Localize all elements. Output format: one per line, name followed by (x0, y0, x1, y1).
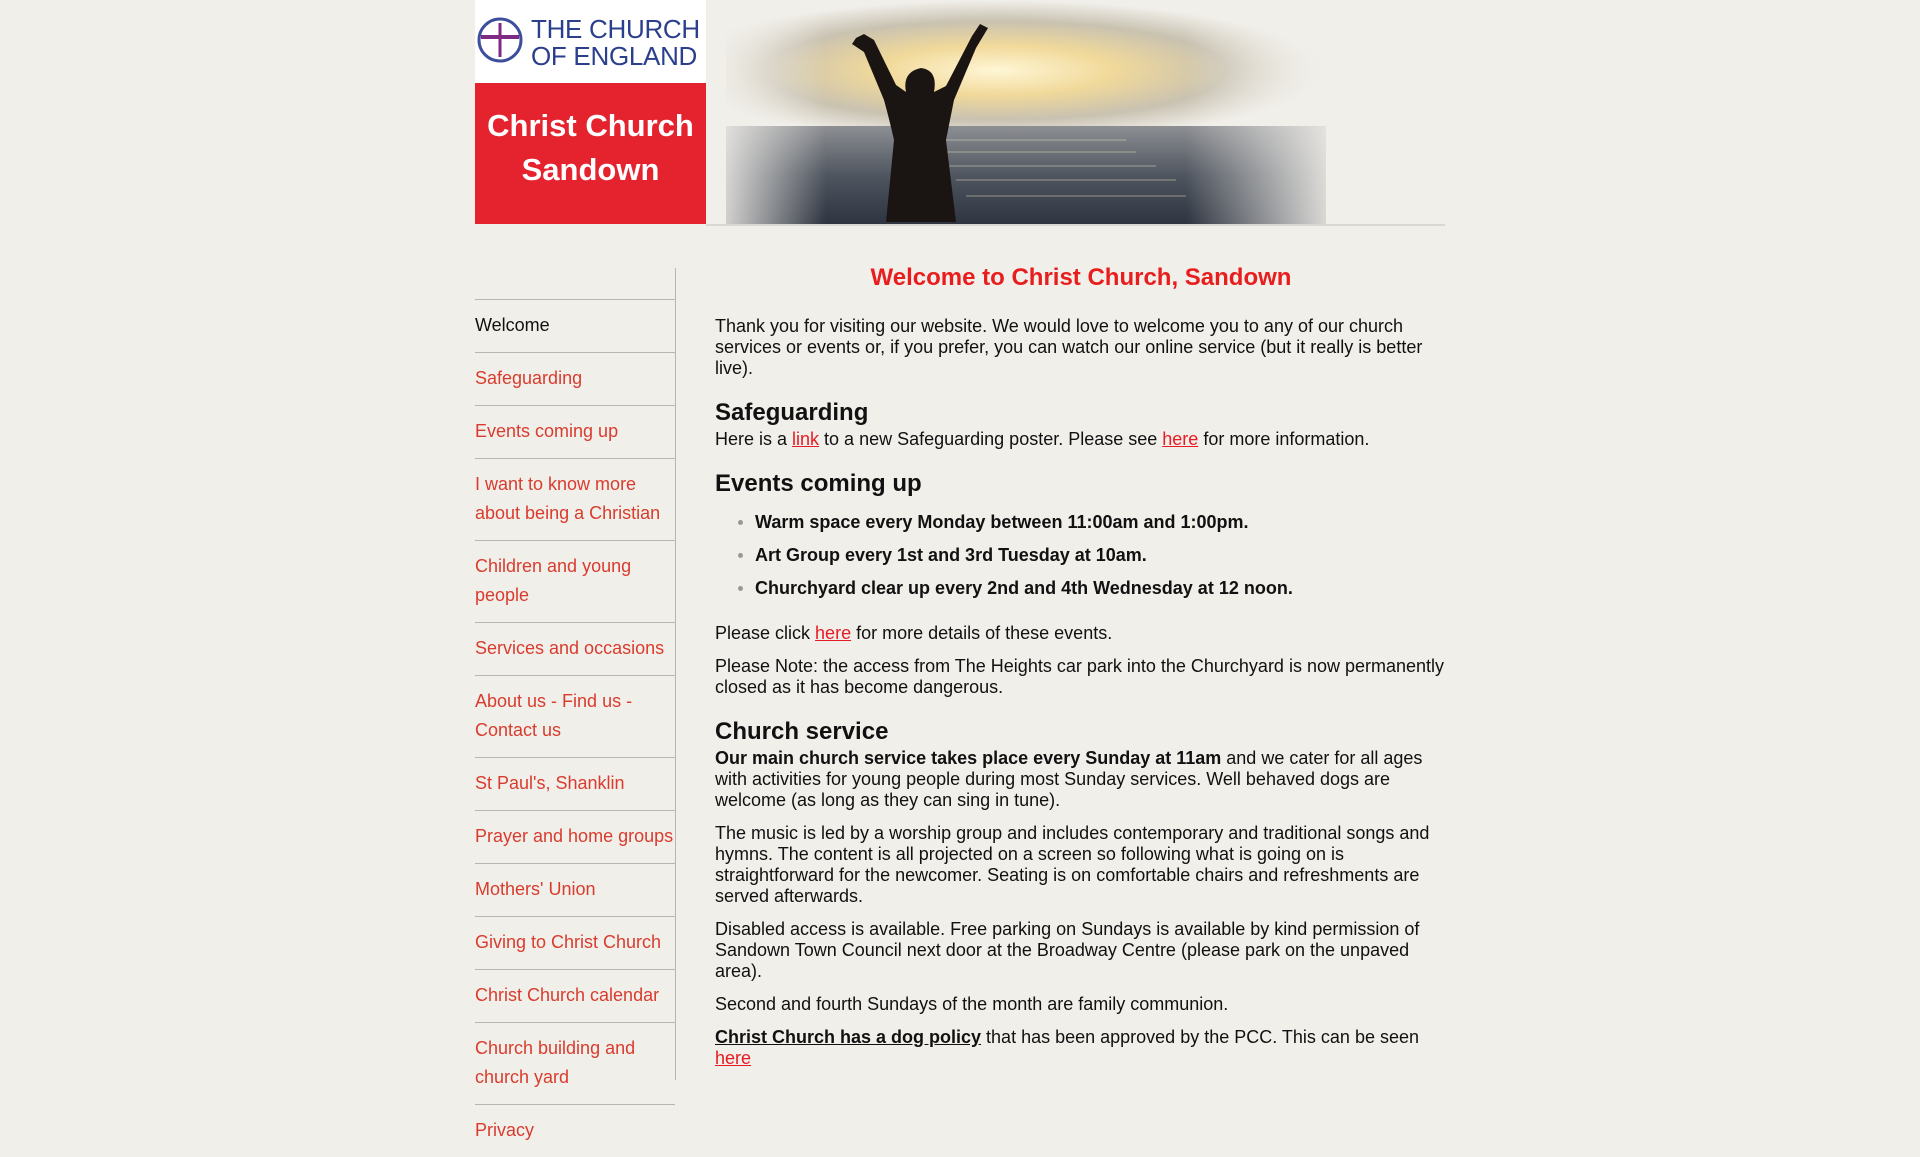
page-title: Welcome to Christ Church, Sandown (870, 264, 1292, 291)
church-service-heading: Church service (715, 718, 889, 745)
nav-item-safeguarding[interactable]: Safeguarding (475, 352, 675, 405)
music-paragraph: The music is led by a worship group and includes contemporary and traditional songs and hymns. The content is all projected on a screen so following what is going on is straightforward for the newcomer. Seating is on comfortable chairs and refreshments are served afterwards. (715, 823, 1430, 906)
safeguarding-heading: Safeguarding (715, 399, 869, 426)
events-details-link[interactable]: here (815, 623, 852, 643)
service-details-text: and we cater for all ages with activities for young people during most Sunday services. Well behaved dogs are welcome (as long as they can sing in tune). (715, 748, 1423, 810)
coe-line-2: OF ENGLAND (531, 41, 698, 71)
dog-policy-link[interactable]: Christ Church has a dog policy (715, 1027, 982, 1047)
nav-item-about-us[interactable]: About us - Find us - Contact us (475, 675, 675, 757)
nav-item-calendar[interactable]: Christ Church calendar (475, 969, 675, 1022)
event-item (715, 543, 1447, 576)
dog-policy-here-link[interactable]: here (715, 1048, 752, 1068)
nav-item-events[interactable]: Events coming up (475, 405, 675, 458)
nav-item-prayer-groups[interactable]: Prayer and home groups (475, 810, 675, 863)
service-paragraph (715, 748, 1447, 811)
nav-item-services[interactable]: Services and occasions (475, 622, 675, 675)
bullet-icon (738, 520, 743, 525)
event-text: Warm space every Monday between 11:00am and 1:00pm. (755, 512, 1249, 532)
dog-policy-paragraph (715, 1027, 1447, 1069)
coe-cross-logo-icon (475, 15, 525, 65)
car-park-note: Please Note: the access from The Heights car park into the Churchyard is now permanently closed as it has become dangerous. (715, 656, 1445, 697)
service-time-text: Our main church service takes place every Sunday at 11am (715, 748, 1222, 768)
nav-item-children[interactable]: Children and young people (475, 540, 675, 622)
bullet-icon (738, 586, 743, 591)
dog-policy-text: that has been approved by the PCC. This can be seen (981, 1027, 1419, 1047)
church-name-line-1: Christ Church (487, 108, 694, 143)
coe-line-1: THE CHURCH (531, 14, 700, 44)
main-content (715, 262, 1447, 1069)
events-details-text-2: for more details of these events. (851, 623, 1113, 643)
access-paragraph: Disabled access is available. Free parking on Sundays is available by kind permission of Sandown Town Council next door at the Broadway Centre (please park on the unpaved area). (715, 919, 1420, 981)
event-text: Churchyard clear up every 2nd and 4th Wednesday at 12 noon. (755, 578, 1293, 598)
nav-item-giving[interactable]: Giving to Christ Church (475, 916, 675, 969)
nav-item-mothers-union[interactable]: Mothers' Union (475, 863, 675, 916)
church-of-england-logo[interactable] (475, 0, 706, 83)
nav-item-welcome[interactable]: Welcome (475, 299, 675, 352)
event-item (715, 510, 1447, 543)
coe-wordmark (531, 16, 700, 70)
event-text: Art Group every 1st and 3rd Tuesday at 10am. (755, 545, 1147, 565)
communion-paragraph: Second and fourth Sundays of the month are family communion. (715, 994, 1229, 1014)
nav-item-building[interactable]: Church building and church yard (475, 1022, 675, 1104)
safeguarding-text-2: to a new Safeguarding poster. Please see (819, 429, 1163, 449)
church-name-line-2: Sandown (521, 152, 660, 187)
nav-item-privacy[interactable]: Privacy (475, 1104, 675, 1157)
bullet-icon (738, 553, 743, 558)
site-header (475, 0, 1445, 230)
site-navigation (475, 299, 675, 1157)
nav-item-being-christian[interactable]: I want to know more about being a Christian (475, 458, 675, 540)
safeguarding-paragraph (715, 429, 1447, 450)
safeguarding-text-1: Here is a (715, 429, 793, 449)
church-name-block (475, 83, 706, 224)
events-heading: Events coming up (715, 470, 922, 497)
event-item (715, 576, 1447, 609)
events-details-text-1: Please click (715, 623, 816, 643)
events-details-paragraph (715, 623, 1447, 644)
events-list (715, 510, 1447, 609)
sidebar (475, 268, 676, 1140)
safeguarding-info-link[interactable]: here (1162, 429, 1199, 449)
intro-paragraph: Thank you for visiting our website. We would love to welcome you to any of our church services or events or, if you prefer, you can watch our online service (but it really is better live). (715, 316, 1423, 378)
nav-item-st-pauls[interactable]: St Paul's, Shanklin (475, 757, 675, 810)
header-banner-image (706, 0, 1445, 226)
safeguarding-text-3: for more information. (1198, 429, 1370, 449)
safeguarding-poster-link[interactable]: link (792, 429, 820, 449)
